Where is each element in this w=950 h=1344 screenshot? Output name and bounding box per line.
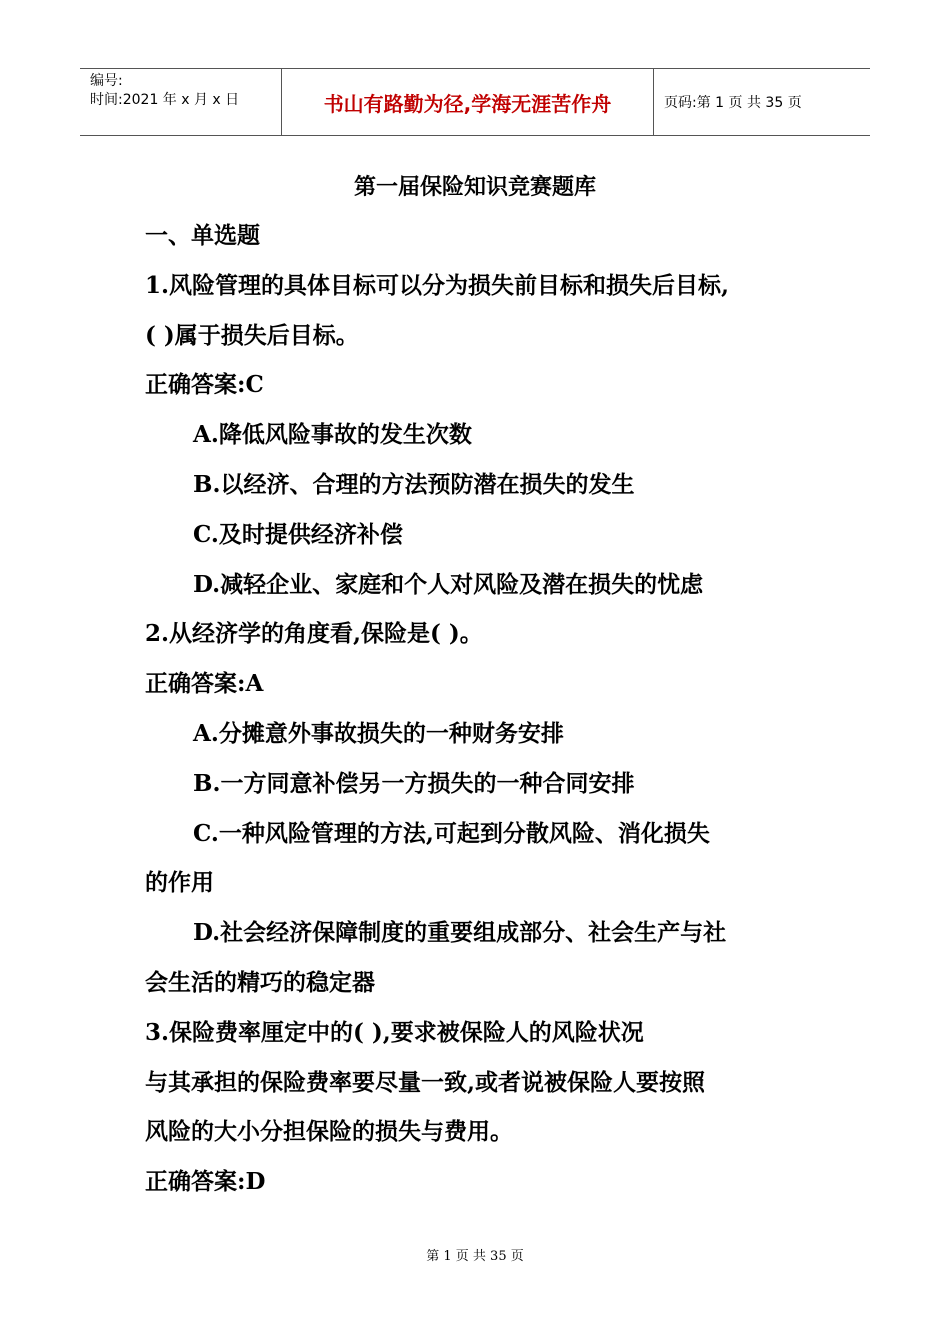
question-3-line-1: 3.保险费率厘定中的( ),要求被保险人的风险状况: [145, 1018, 644, 1046]
answer-3: 正确答案:D: [145, 1168, 266, 1196]
document-title: 第一届保险知识竞赛题库: [353, 174, 596, 200]
page-footer: 第 1 页 共 35 页: [426, 1249, 524, 1264]
question-2-option-d-line-1: D.社会经济保障制度的重要组成部分、社会生产与社: [193, 919, 727, 947]
question-2-option-b: B.一方同意补偿另一方损失的一种合同安排: [193, 769, 635, 797]
question-1-option-b: B.以经济、合理的方法预防潜在损失的发生: [193, 470, 635, 498]
answer-2: 正确答案:A: [145, 670, 264, 698]
question-2-option-a: A.分摊意外事故损失的一种财务安排: [193, 719, 564, 747]
header-meta: [80, 69, 282, 135]
number-label: 编号:: [90, 73, 123, 89]
question-2-option-c-line-1: C.一种风险管理的方法,可起到分散风险、消化损失: [193, 819, 710, 847]
question-1-option-c: C.及时提供经济补偿: [193, 520, 403, 548]
time-label: 时间:2021 年 x 月 x 日: [90, 92, 240, 108]
question-1-line-1: 1.风险管理的具体目标可以分为损失前目标和损失后目标,: [145, 271, 730, 299]
question-3-line-3: 风险的大小分担保险的损失与费用。: [145, 1118, 513, 1146]
question-3-line-2: 与其承担的保险费率要尽量一致,或者说被保险人要按照: [145, 1068, 706, 1096]
question-1-option-d: D.减轻企业、家庭和个人对风险及潜在损失的忧虑: [193, 570, 704, 598]
header-page-info: 页码:第 1 页 共 35 页: [664, 95, 802, 111]
section-heading: 一、单选题: [145, 222, 260, 249]
answer-1: 正确答案:C: [145, 371, 264, 399]
header-motto: 书山有路勤为径,学海无涯苦作舟: [282, 69, 654, 135]
document-body: [145, 211, 825, 1207]
question-2: 2.从经济学的角度看,保险是( )。: [145, 620, 483, 648]
question-1-option-a: A.降低风险事故的发生次数: [193, 421, 472, 449]
question-2-option-c-line-2: 的作用: [145, 869, 214, 897]
page-header: [80, 68, 870, 136]
question-1-line-2: ( )属于损失后目标。: [145, 321, 359, 349]
question-2-option-d-line-2: 会生活的精巧的稳定器: [145, 968, 375, 996]
